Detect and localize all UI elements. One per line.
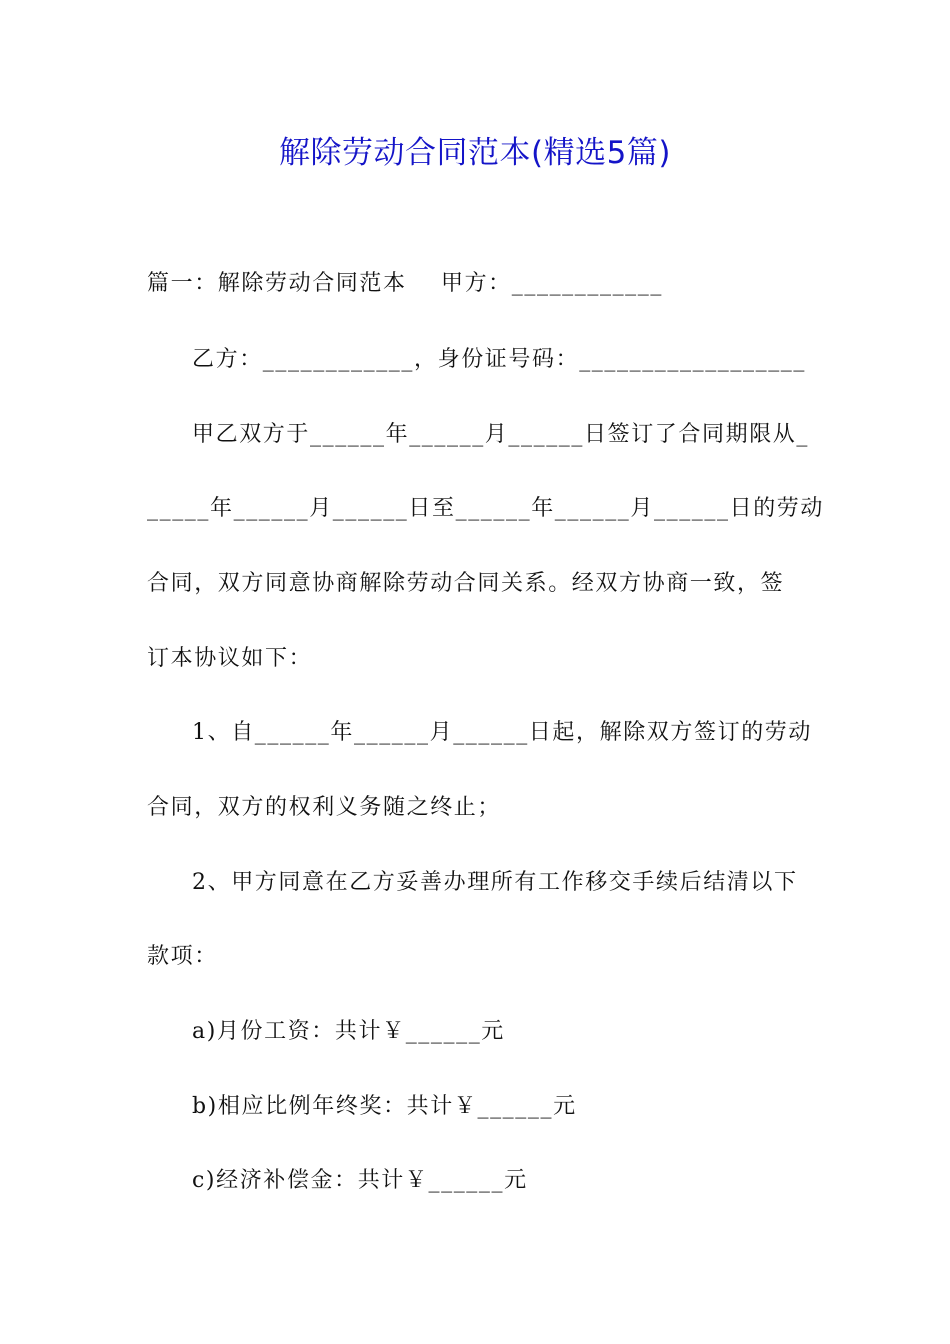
clause-2-line: 款项：: [147, 944, 218, 969]
paragraph-line: _____年______月______日至______年______月______日的劳动: [147, 496, 825, 521]
party-b-line: 乙方：____________，身份证号码：__________________: [192, 347, 807, 372]
payment-item-line: a)月份工资：共计￥______元: [192, 1019, 505, 1044]
clause-1-line: 1、自______年______月______日起，解除双方签订的劳动: [192, 720, 812, 745]
payment-item-line: b)相应比例年终奖：共计￥______元: [192, 1094, 577, 1119]
paragraph-line: 甲乙双方于______年______月______日签订了合同期限从_: [192, 422, 810, 447]
payment-item-line: c)经济补偿金：共计￥______元: [192, 1168, 528, 1193]
clause-1-line: 合同，双方的权利义务随之终止；: [147, 795, 502, 820]
paragraph-line: 合同，双方同意协商解除劳动合同关系。经双方协商一致，签: [147, 571, 785, 596]
clause-2-line: 2、甲方同意在乙方妥善办理所有工作移交手续后结清以下: [192, 870, 798, 895]
paragraph-line: 订本协议如下：: [147, 646, 313, 671]
document-title: 解除劳动合同范本(精选5篇): [279, 135, 671, 171]
section-heading-line: 篇一：解除劳动合同范本 甲方：____________: [147, 271, 663, 296]
